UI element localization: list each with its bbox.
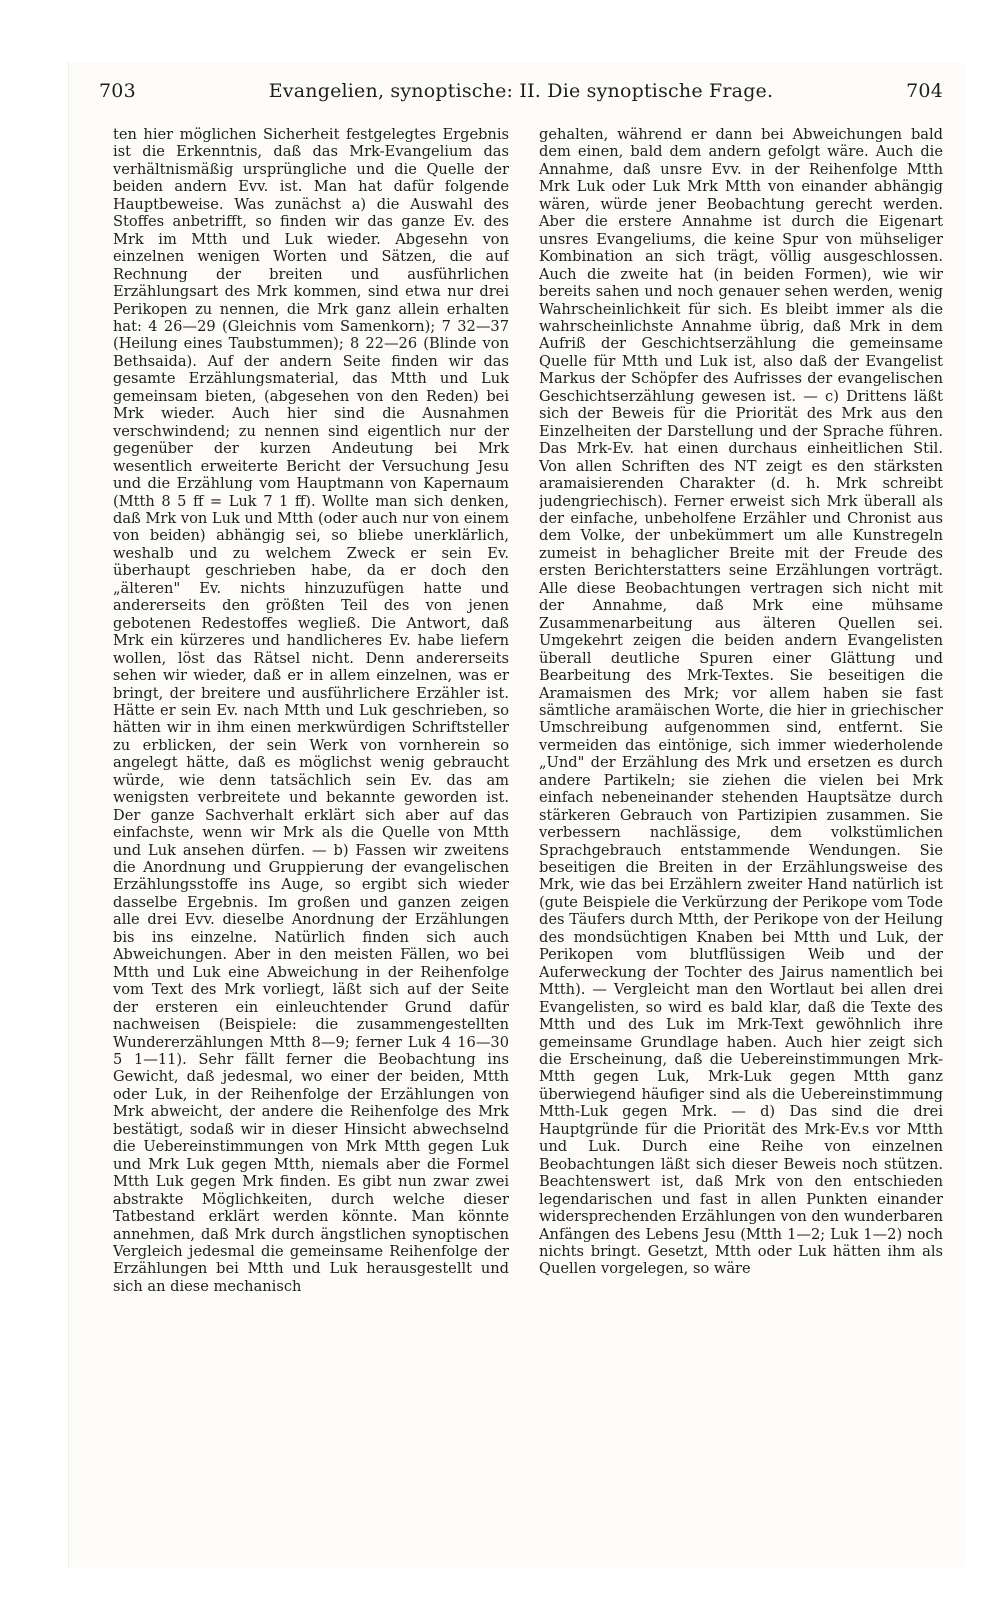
text-columns	[113, 126, 945, 1554]
left-column	[113, 126, 509, 1554]
page-number-left: 703	[99, 80, 136, 102]
book-page	[68, 62, 965, 1567]
page-header	[99, 74, 943, 114]
running-title: Evangelien, synoptische: II. Die synoptische Frage.	[268, 80, 774, 102]
right-column	[539, 126, 943, 1554]
right-column-text: gehalten, während er dann bei Abweichungen bald dem einen, bald dem andern gefolgt wäre. Auch die Annahme, daß unsre Evv. in der Reihenfolge Mtth Mrk Luk oder Luk Mrk Mtth von einander abhängig wären, würde jener Beobachtung gerecht werden. Aber die erstere Annahme ist durch die Eigenart unsres Evangeliums, die keine Spur von mühseliger Kombination an sich trägt, völlig ausgeschlossen. Auch die zweite hat (in beiden Formen), wie wir bereits sahen und noch genauer sehen werden, wenig Wahrscheinlichkeit für sich. Es bleibt immer als die wahrscheinlichste Annahme übrig, daß Mrk in dem Aufriß der Geschichtserzählung die gemeinsame Quelle für Mtth und Luk ist, also daß der Evangelist Markus der Schöpfer des Aufrisses der evangelischen Geschichtserzählung gewesen ist. — c) Drittens läßt sich der Beweis für die Priorität des Mrk aus den Einzelheiten der Darstellung und der Sprache führen. Das Mrk-Ev. hat einen durchaus einheitlichen Stil. Von allen Schriften des NT zeigt es den stärksten aramaisierenden Charakter (d. h. Mrk schreibt judengriechisch). Ferner erweist sich Mrk überall als der einfache, unbeholfene Erzähler und Chronist aus dem Volke, der unbekümmert um alle Kunstregeln zumeist in behaglicher Breite mit der Freude des ersten Berichterstatters seine Erzählungen vorträgt. Alle diese Beobachtungen vertragen sich nicht mit der Annahme, daß Mrk eine mühsame Zusammenarbeitung aus älteren Quellen sei. Umgekehrt zeigen die beiden andern Evangelisten überall deutliche Spuren einer Glättung und Bearbeitung des Mrk-Textes. Sie beseitigen die Aramaismen des Mrk; vor allem haben sie fast sämtliche aramäischen Worte, die hier in griechischer Umschreibung aufgenommen sind, entfernt. Sie vermeiden das eintönige, sich immer wiederholende „Und" der Erzählung des Mrk und ersetzen es durch andere Partikeln; sie ziehen die vielen bei Mrk einfach nebeneinander stehenden Hauptsätze durch stärkeren Gebrauch von Partizipien zusammen. Sie verbessern nachlässige, dem volkstümlichen Sprachgebrauch entstammende Wendungen. Sie beseitigen die Breiten in der Erzählungsweise des Mrk, wie das bei Erzählern zweiter Hand natürlich ist (gute Beispiele die Verkürzung der Perikope vom Tode des Täufers durch Mtth, der Perikope von der Heilung des mondsüchtigen Knaben bei Mtth und Luk, der Perikopen vom blutflüssigen Weib und der Auferweckung der Tochter des Jairus namentlich bei Mtth). — Vergleicht man den Wortlaut bei allen drei Evangelisten, so wird es bald klar, daß die Texte des Mtth und des Luk im Mrk-Text gewöhnlich ihre gemeinsame Grundlage haben. Auch hier zeigt sich die Erscheinung, daß die Uebereinstimmungen Mrk-Mtth gegen Luk, Mrk-Luk gegen Mtth ganz überwiegend häufiger sind als die Uebereinstimmung Mtth-Luk gegen Mrk. — d) Das sind die drei Hauptgründe für die Priorität des Mrk-Ev.s vor Mtth und Luk. Durch eine Reihe von einzelnen Beobachtungen läßt sich dieser Beweis noch stützen. Beachtenswert ist, daß Mrk von den entschieden legendarischen und fast in allen Punkten einander widersprechenden Erzählungen von den wunderbaren Anfängen des Lebens Jesu (Mtth 1—2; Luk 1—2) noch nichts bringt. Gesetzt, Mtth oder Luk hätten ihm als Quellen vorgelegen, so wäre	[539, 126, 943, 1278]
left-column-text: ten hier möglichen Sicherheit festgelegtes Ergebnis ist die Erkenntnis, daß das Mrk-Evangelium das verhältnismäßig ursprüngliche und die Quelle der beiden andern Evv. ist. Man hat dafür folgende Hauptbeweise. Was zunächst a) die Auswahl des Stoffes anbetrifft, so finden wir das ganze Ev. des Mrk im Mtth und Luk wieder. Abgesehn von einzelnen wenigen Worten und Sätzen, die auf Rechnung der breiten und ausführlichen Erzählungsart des Mrk kommen, sind etwa nur drei Perikopen zu nennen, die Mrk ganz allein erhalten hat: 4 26—29 (Gleichnis vom Samenkorn); 7 32—37 (Heilung eines Taubstummen); 8 22—26 (Blinde von Bethsaida). Auf der andern Seite finden wir das gesamte Erzählungsmaterial, das Mtth und Luk gemeinsam bieten, (abgesehen von den Reden) bei Mrk wieder. Auch hier sind die Ausnahmen verschwindend; zu nennen sind eigentlich nur der gegenüber der kurzen Andeutung bei Mrk wesentlich erweiterte Bericht der Versuchung Jesu und die Erzählung vom Hauptmann von Kapernaum (Mtth 8 5 ff = Luk 7 1 ff). Wollte man sich denken, daß Mrk von Luk und Mtth (oder auch nur von einem von beiden) abhängig sei, so bliebe unerklärlich, weshalb und zu welchem Zweck er sein Ev. überhaupt geschrieben habe, da er doch den „älteren" Ev. nichts hinzuzufügen hatte und andererseits den größten Teil des von jenen gebotenen Redestoffes wegließ. Die Antwort, daß Mrk ein kürzeres und handlicheres Ev. habe liefern wollen, löst das Rätsel nicht. Denn andererseits sehen wir wieder, daß er in allem einzelnen, was er bringt, der breitere und ausführlichere Erzähler ist. Hätte er sein Ev. nach Mtth und Luk geschrieben, so hätten wir in ihm einen merkwürdigen Schriftsteller zu erblicken, der sein Werk von vornherein so angelegt hätte, daß es möglichst wenig gebraucht würde, wie denn tatsächlich sein Ev. das am wenigsten verbreitete und bekannte geworden ist. Der ganze Sachverhalt erklärt sich aber auf das einfachste, wenn wir Mrk als die Quelle von Mtth und Luk ansehen dürfen. — b) Fassen wir zweitens die Anordnung und Gruppierung der evangelischen Erzählungsstoffe ins Auge, so ergibt sich wieder dasselbe Ergebnis. Im großen und ganzen zeigen alle drei Evv. dieselbe Anordnung der Erzählungen bis ins einzelne. Natürlich finden sich auch Abweichungen. Aber in den meisten Fällen, wo bei Mtth und Luk eine Abweichung in der Reihenfolge vom Text des Mrk vorliegt, läßt sich auf der Seite der ersteren ein einleuchtender Grund dafür nachweisen (Beispiele: die zusammengestellten Wundererzählungen Mtth 8—9; ferner Luk 4 16—30 5 1—11). Sehr fällt ferner die Beobachtung ins Gewicht, daß jedesmal, wo einer der beiden, Mtth oder Luk, in der Reihenfolge der Erzählungen von Mrk abweicht, der andere die Reihenfolge des Mrk bestätigt, sodaß wir in dieser Hinsicht abwechselnd die Uebereinstimmungen von Mrk Mtth gegen Luk und Mrk Luk gegen Mtth, niemals aber die Formel Mtth Luk gegen Mrk finden. Es gibt nun zwar zwei abstrakte Möglichkeiten, durch welche dieser Tatbestand erklärt werden könnte. Man könnte annehmen, daß Mrk durch ängstlichen synoptischen Vergleich jedesmal die gemeinsame Reihenfolge der Erzählungen bei Mtth und Luk herausgestellt und sich an diese mechanisch	[113, 126, 509, 1295]
page-number-right: 704	[906, 80, 943, 102]
